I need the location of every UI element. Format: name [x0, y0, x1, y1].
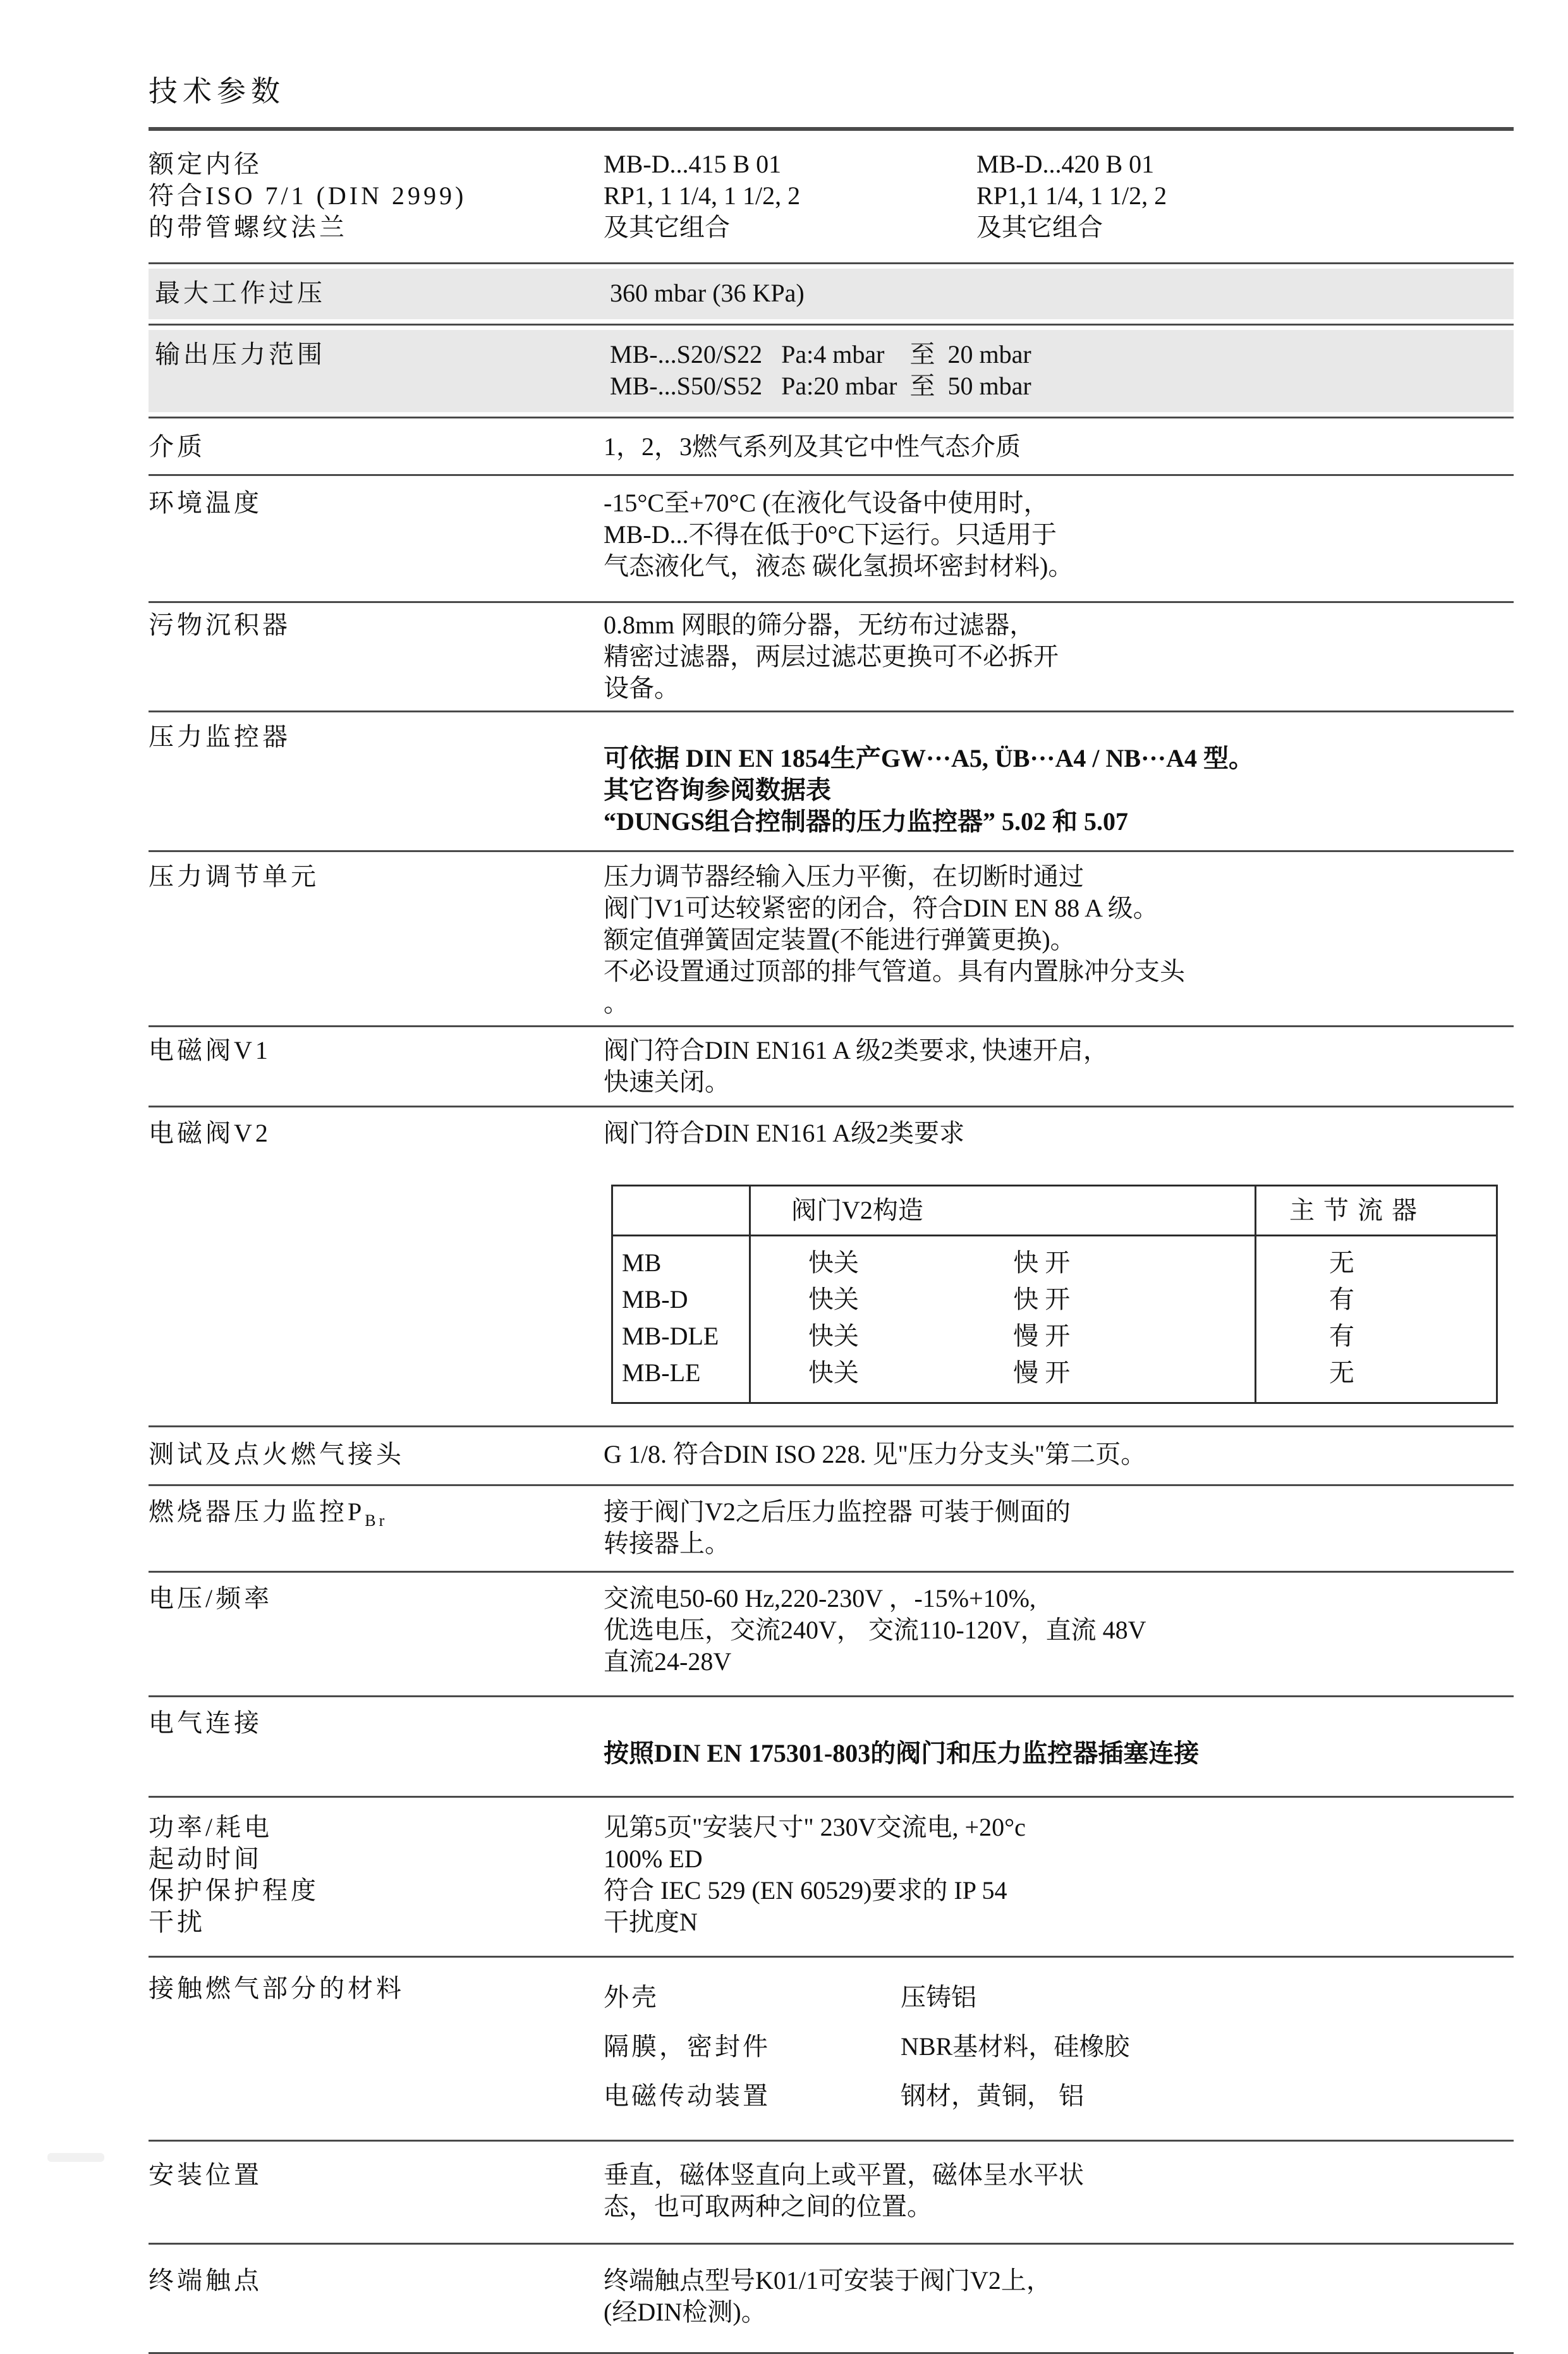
row-output-pressure-range: [149, 324, 1514, 412]
row-max-working-pressure: [149, 262, 1514, 319]
material-pair: [604, 2022, 1514, 2071]
material-value: 压铸铝: [901, 1982, 976, 2011]
throttle-cell: 无: [1256, 1235, 1497, 1281]
value-line: 。: [604, 988, 629, 1017]
row-label: [149, 2265, 604, 2328]
value-line: RP1, 1 1/4, 1 1/2, 2: [604, 181, 801, 210]
row-label-line: 电磁阀V1: [149, 1035, 271, 1064]
row-values: [604, 1973, 1514, 2121]
open-behaviour: 快 开: [1013, 1284, 1071, 1314]
row-label-line: 介质: [149, 432, 205, 461]
row-label: [149, 2159, 604, 2223]
row-label: [149, 1973, 604, 2121]
value-line: 及其它组合: [976, 212, 1103, 241]
value-line: 0.8mm 网眼的筛分器，无纺布过滤器，: [604, 610, 1035, 639]
value-line: 额定值弹簧固定装置(不能进行弹簧更换)。: [604, 925, 1076, 954]
close-behaviour: 快关: [808, 1358, 859, 1387]
value-line: 交流电50-60 Hz,220-230V ，-15%+10%,: [604, 1583, 1036, 1613]
value-line: 终端触点型号K01/1可安装于阀门V2上，: [604, 2266, 1052, 2295]
row-body: [149, 1427, 1514, 1484]
row-values: [604, 149, 1514, 243]
value-line: 设备。: [604, 673, 679, 702]
row-body: [149, 1486, 1514, 1571]
construction-cell: [750, 1235, 1256, 1281]
value-line: RP1,1 1/4, 1 1/2, 2: [976, 181, 1167, 210]
table-body: [612, 1235, 1497, 1403]
value-line: (经DIN检测)。: [604, 2297, 767, 2326]
row-solenoid-v1: [149, 1025, 1514, 1106]
row-label-line: 环境温度: [149, 488, 262, 517]
material-pair: [604, 2071, 1514, 2121]
value-line: 态，也可取两种之间的位置。: [604, 2192, 932, 2221]
value-line: MB-D...不得在低于0°C下运行。只适用于: [604, 520, 1057, 549]
row-values: [604, 1583, 1514, 1678]
row-electrical-connection: [149, 1695, 1514, 1796]
row-body: [149, 1573, 1514, 1695]
construction-values: [751, 1321, 1254, 1351]
footer-artifact: [47, 2153, 104, 2162]
value-line: 不必设置通过顶部的排气管道。具有内置脉冲分支头: [604, 956, 1185, 985]
value-line: 接于阀门V2之后压力监控器 可装于侧面的: [604, 1497, 1071, 1526]
value-columns: [604, 149, 1514, 243]
value-line: 精密过滤器，两层过滤芯更换可不必拆开: [604, 642, 1059, 671]
row-label-line: 燃烧器压力监控$P_{Br}$: [149, 1497, 388, 1530]
table-head: [612, 1185, 1497, 1235]
value-line: 其它咨询参阅数据表: [604, 775, 831, 804]
row-label: [149, 487, 604, 582]
row-body: [149, 131, 1514, 262]
row-values: [604, 861, 1514, 1019]
row-power-consumption: [149, 1796, 1514, 1956]
construction-cell: [750, 1355, 1256, 1403]
value-line: 压力调节器经输入压力平衡，在切断时通过: [604, 862, 1084, 891]
value-line: 按照DIN EN 175301-803的阀门和压力监控器插塞连接: [604, 1738, 1200, 1767]
row-values: [604, 487, 1514, 582]
throttle-cell: 有: [1256, 1318, 1497, 1355]
value-line: 阀门符合DIN EN161 A级2类要求: [604, 1118, 965, 1147]
material-part-label: 外壳: [604, 1982, 659, 2011]
material-value: NBR基材料，硅橡胶: [901, 2032, 1130, 2061]
row-label-line: 起动时间: [149, 1844, 262, 1873]
model-cell: MB: [622, 1248, 662, 1277]
row-body: [149, 1697, 1514, 1796]
row-body: [149, 712, 1514, 850]
bottom-divider: [149, 2352, 1514, 2354]
row-label: [149, 1583, 604, 1678]
spec-rows: [149, 129, 1514, 2352]
row-values: [604, 1035, 1514, 1098]
row-pressure-monitor: [149, 710, 1514, 850]
construction-values: [751, 1358, 1254, 1388]
spec-sheet: [149, 20, 1514, 2354]
row-label-line: 污物沉积器: [149, 610, 291, 639]
table-row: [612, 1355, 1497, 1403]
row-label: [149, 1118, 604, 1404]
row-values: [604, 1118, 1514, 1404]
row-body: [149, 852, 1514, 1025]
construction-cell: [750, 1281, 1256, 1318]
row-label: [149, 1812, 604, 1938]
label-subscript: Br: [365, 1511, 388, 1530]
table-row: [612, 1281, 1497, 1318]
value-line: MB-...S50/S52 Pa:20 mbar 至 50 mbar: [610, 371, 1031, 400]
value-line: 气态液化气，液态 碳化氢损坏密封材料)。: [604, 551, 1074, 580]
row-values: [604, 1738, 1514, 1769]
construction-cell: [750, 1318, 1256, 1355]
row-label-line: 额定内径: [149, 149, 262, 178]
table-row: [612, 1235, 1497, 1281]
row-body: [149, 1107, 1514, 1425]
table-header-throttle: 主节流器: [1256, 1185, 1497, 1235]
row-values: [604, 2265, 1514, 2328]
row-label: [149, 431, 604, 463]
row-body: [149, 418, 1514, 474]
row-label-line: 的带管螺纹法兰: [149, 212, 348, 241]
row-values: [604, 743, 1514, 838]
value-line: MB-...S20/S22 Pa:4 mbar 至 20 mbar: [610, 339, 1031, 369]
row-values: [604, 2159, 1514, 2223]
row-label-line: 干扰: [149, 1907, 205, 1936]
row-label: [149, 1035, 604, 1098]
value-line: 符合 IEC 529 (EN 60529)要求的 IP 54: [604, 1875, 1007, 1905]
table-row: [612, 1318, 1497, 1355]
value-line: 快速关闭。: [604, 1067, 730, 1096]
row-test-ignition-connection: [149, 1425, 1514, 1484]
construction-values: [751, 1248, 1254, 1278]
value-line: 干扰度N: [604, 1907, 698, 1936]
row-values: [604, 431, 1514, 463]
value-line: MB-D...415 B 01: [604, 149, 782, 178]
row-label-line: 测试及点火燃气接头: [149, 1439, 404, 1468]
row-label-line: 安装位置: [149, 2160, 262, 2189]
row-body: [149, 2142, 1514, 2243]
throttle-cell: 无: [1256, 1355, 1497, 1403]
row-body: [149, 269, 1514, 319]
row-label-line: 输出压力范围: [155, 339, 325, 369]
model-cell: MB-LE: [622, 1358, 701, 1387]
row-body: [149, 603, 1514, 710]
value-column: [976, 149, 1514, 243]
row-values: [604, 1496, 1514, 1559]
throttle-cell: 有: [1256, 1281, 1497, 1318]
table-header-empty: [612, 1185, 750, 1235]
close-behaviour: 快关: [808, 1248, 859, 1277]
row-dirt-trap: [149, 601, 1514, 710]
row-burner-pressure-monitor: [149, 1484, 1514, 1571]
row-solenoid-v2: [149, 1106, 1514, 1425]
value-line: 直流24-28V: [604, 1647, 732, 1676]
value-line: 360 mbar (36 KPa): [610, 278, 805, 307]
material-part-label: 电磁传动装置: [604, 2081, 770, 2110]
value-line: 可依据 DIN EN 1854生产GW···A5, ÜB···A4 / NB···A4 型。: [604, 743, 1254, 772]
value-column: [604, 149, 976, 243]
value-line: MB-D...420 B 01: [976, 149, 1155, 178]
row-body: [149, 1958, 1514, 2140]
material-value: 钢材，黄铜， 铝: [901, 2081, 1084, 2110]
row-label: [149, 149, 604, 243]
row-body: [149, 2245, 1514, 2352]
row-label-line: 保护保护程度: [149, 1875, 319, 1905]
value-line: 垂直，磁体竖直向上或平置，磁体呈水平状: [604, 2160, 1084, 2189]
row-body: [149, 1027, 1514, 1106]
row-label-line: 符合ISO 7/1 (DIN 2999): [149, 181, 467, 210]
row-label: [155, 339, 610, 402]
row-label: [155, 277, 610, 309]
row-label-line: 电气连接: [149, 1708, 262, 1737]
value-line: 见第5页"安装尺寸" 230V交流电, +20°c: [604, 1812, 1026, 1841]
row-label-line: 电磁阀V2: [149, 1118, 271, 1147]
row-label-line: 接触燃气部分的材料: [149, 1973, 404, 2003]
row-values: [604, 1439, 1514, 1470]
row-body: [149, 330, 1514, 412]
row-label-line: 压力调节单元: [149, 862, 319, 891]
row-ambient-temperature: [149, 474, 1514, 601]
table-header-construction: 阀门V2构造: [750, 1185, 1256, 1235]
close-behaviour: 快关: [808, 1284, 859, 1314]
open-behaviour: 慢 开: [1013, 1321, 1071, 1350]
row-materials: [149, 1956, 1514, 2140]
row-body: [149, 476, 1514, 601]
row-nominal-diameter: [149, 129, 1514, 262]
value-line: 1，2，3燃气系列及其它中性气态介质: [604, 432, 1021, 461]
value-line: 优选电压，交流240V， 交流110-120V，直流 48V: [604, 1615, 1146, 1644]
row-label: [149, 1439, 604, 1470]
value-line: -15°C至+70°C (在液化气设备中使用时，: [604, 488, 1049, 517]
row-body: [149, 1798, 1514, 1956]
material-pair: [604, 1973, 1514, 2022]
row-label-line: 最大工作过压: [155, 278, 325, 307]
row-mounting-position: [149, 2140, 1514, 2243]
row-label: [149, 1496, 604, 1559]
row-label-line: 压力监控器: [149, 722, 291, 751]
row-values: [604, 609, 1514, 704]
row-values: [610, 277, 1514, 309]
construction-values: [751, 1284, 1254, 1315]
row-values: [610, 339, 1514, 402]
value-line: 及其它组合: [604, 212, 730, 241]
value-line: 阀门V1可达较紧密的闭合，符合DIN EN 88 A 级。: [604, 893, 1158, 922]
row-voltage-frequency: [149, 1571, 1514, 1695]
page-title: 技术参数: [149, 75, 285, 107]
v2-construction-table: [611, 1185, 1498, 1404]
value-line: 阀门符合DIN EN161 A 级2类要求, 快速开启，: [604, 1035, 1109, 1064]
row-label: [149, 609, 604, 704]
value-line: G 1/8. 符合DIN ISO 228. 见"压力分支头"第二页。: [604, 1439, 1146, 1468]
open-behaviour: 快 开: [1013, 1248, 1071, 1277]
row-medium: [149, 417, 1514, 474]
open-behaviour: 慢 开: [1013, 1358, 1071, 1387]
row-pressure-regulator: [149, 850, 1514, 1025]
row-label: [149, 721, 604, 838]
close-behaviour: 快关: [808, 1321, 859, 1350]
row-label-line: 终端触点: [149, 2266, 262, 2295]
row-label-line: 电压/频率: [149, 1583, 273, 1613]
row-label-line: 功率/耗电: [149, 1812, 273, 1841]
row-values: [604, 1812, 1514, 1938]
value-line: “DUNGS组合控制器的压力监控器” 5.02 和 5.07: [604, 807, 1129, 836]
model-cell: MB-D: [622, 1284, 688, 1314]
row-end-contact: [149, 2243, 1514, 2352]
value-line: 100% ED: [604, 1844, 703, 1873]
material-part-label: 隔膜，密封件: [604, 2032, 770, 2061]
row-label: [149, 861, 604, 1019]
value-line: 转接器上。: [604, 1528, 730, 1558]
row-label: [149, 1707, 604, 1769]
model-cell: MB-DLE: [622, 1321, 719, 1350]
table-header-row: [612, 1185, 1497, 1235]
